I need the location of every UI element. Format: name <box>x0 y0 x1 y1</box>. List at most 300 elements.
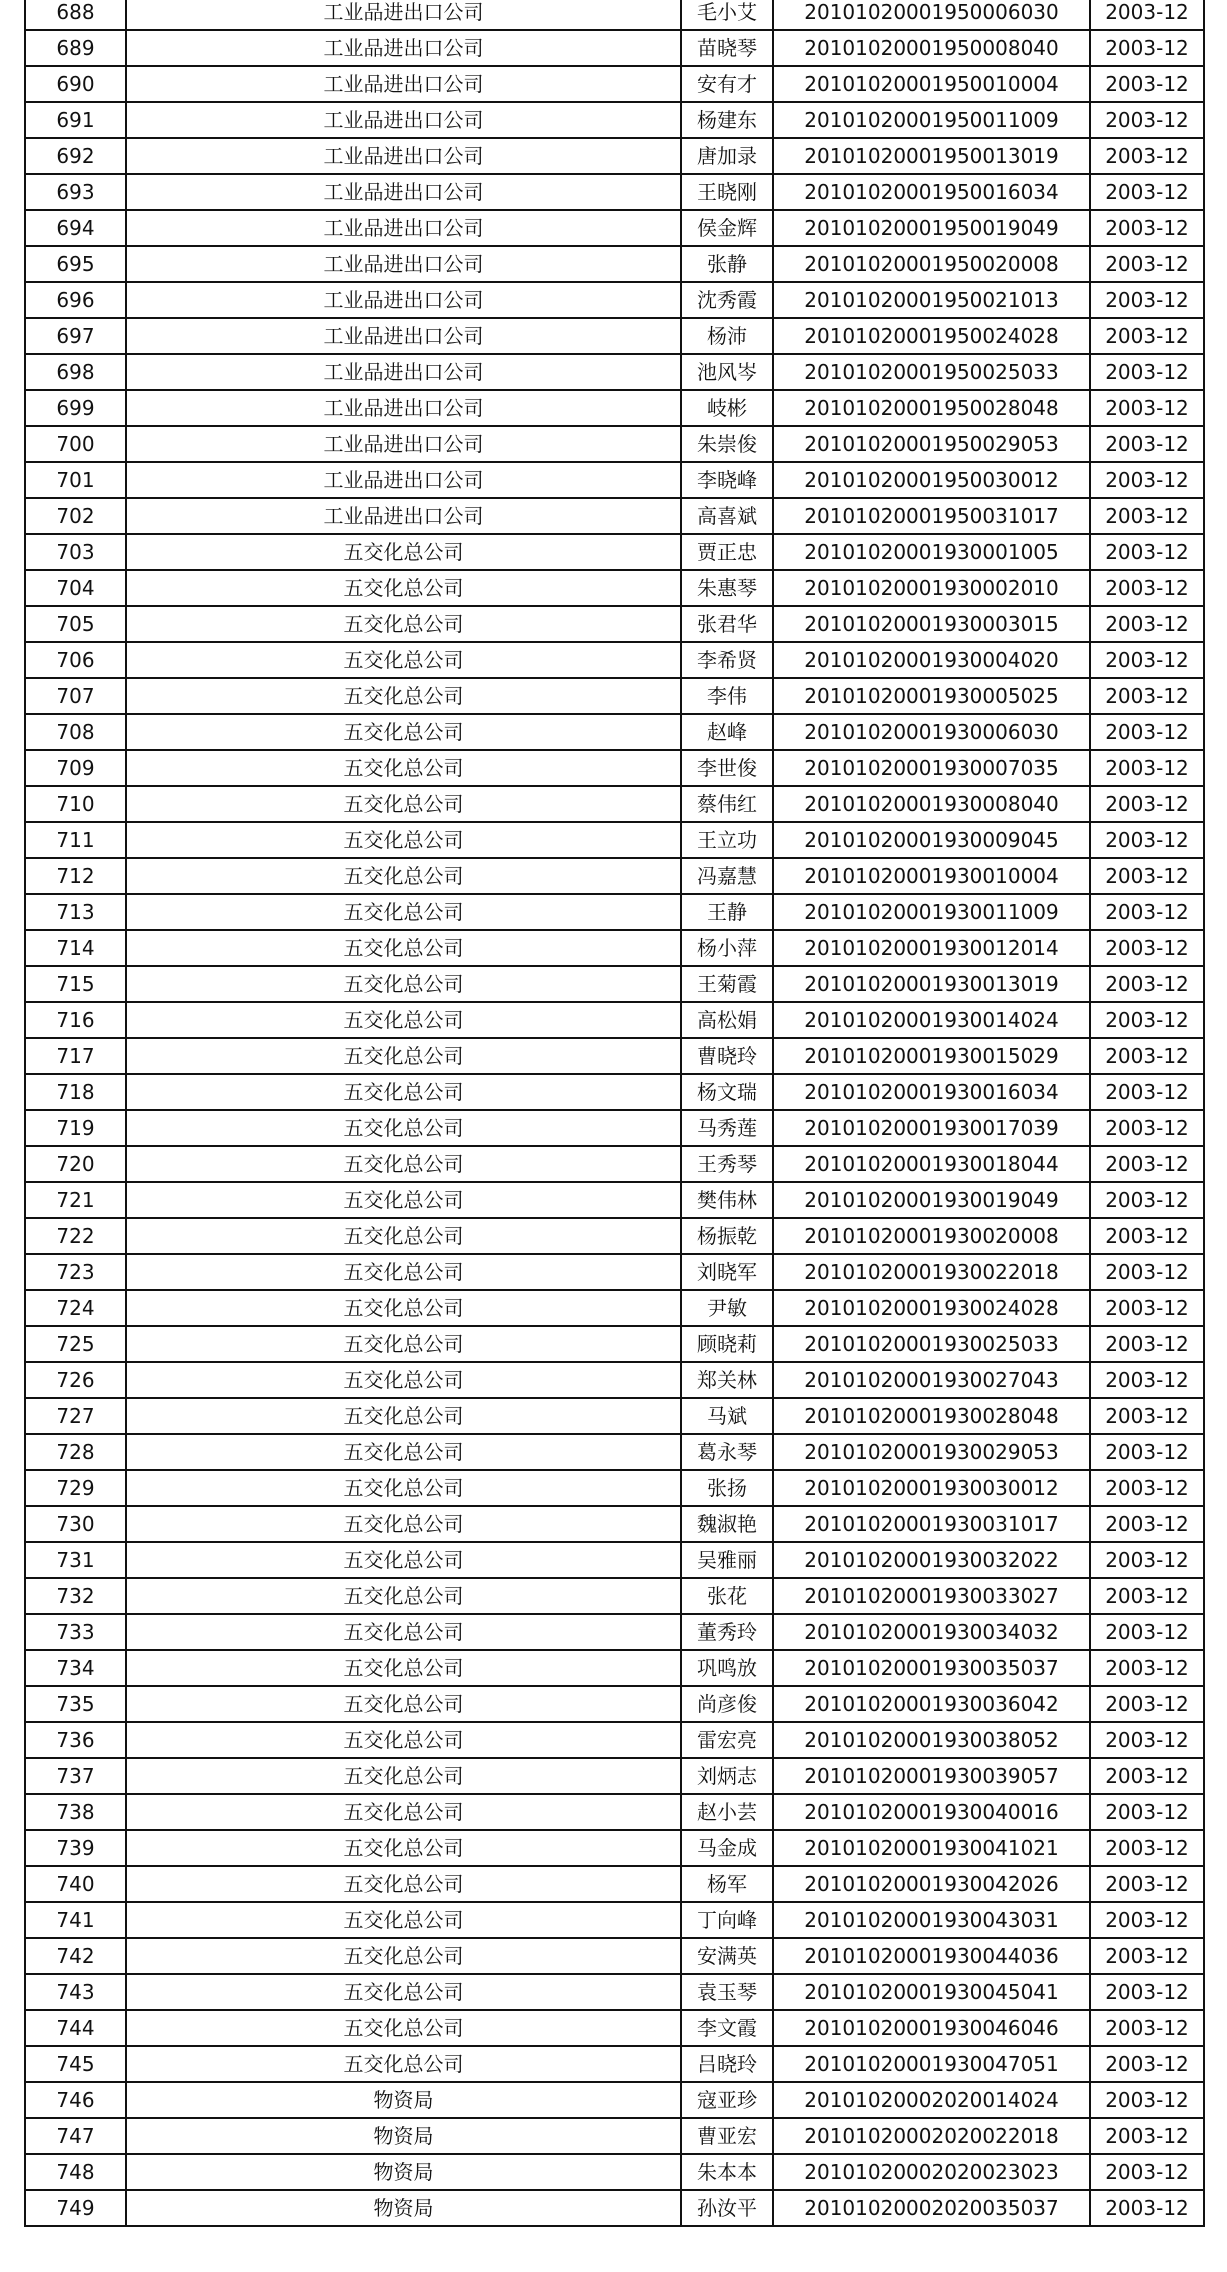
person-name-cell: 安有才 <box>681 66 773 102</box>
person-name-cell: 杨小萍 <box>681 930 773 966</box>
row-number-cell: 720 <box>25 1146 126 1182</box>
work-unit-cell: 工业品进出口公司 <box>126 282 681 318</box>
date-cell: 2003-12 <box>1090 426 1204 462</box>
row-number-cell: 710 <box>25 786 126 822</box>
date-cell: 2003-12 <box>1090 786 1204 822</box>
date-cell: 2003-12 <box>1090 1362 1204 1398</box>
table-row <box>25 354 1204 390</box>
date-cell: 2003-12 <box>1090 2154 1204 2190</box>
table-row <box>25 894 1204 930</box>
work-unit-cell: 五交化总公司 <box>126 1074 681 1110</box>
id-number-cell: 20101020001950031017 <box>773 498 1090 534</box>
table-row <box>25 1038 1204 1074</box>
work-unit-cell: 工业品进出口公司 <box>126 426 681 462</box>
id-number-cell: 20101020001930006030 <box>773 714 1090 750</box>
id-number-cell: 20101020001930032022 <box>773 1542 1090 1578</box>
table-row <box>25 2010 1204 2046</box>
id-number-cell: 20101020001950028048 <box>773 390 1090 426</box>
work-unit-cell: 五交化总公司 <box>126 1182 681 1218</box>
work-unit-cell: 五交化总公司 <box>126 786 681 822</box>
row-number-cell: 729 <box>25 1470 126 1506</box>
person-name-cell: 曹亚宏 <box>681 2118 773 2154</box>
person-name-cell: 张静 <box>681 246 773 282</box>
work-unit-cell: 工业品进出口公司 <box>126 462 681 498</box>
date-cell: 2003-12 <box>1090 1542 1204 1578</box>
date-cell: 2003-12 <box>1090 1578 1204 1614</box>
id-number-cell: 20101020001930012014 <box>773 930 1090 966</box>
person-name-cell: 高松娟 <box>681 1002 773 1038</box>
row-number-cell: 691 <box>25 102 126 138</box>
row-number-cell: 731 <box>25 1542 126 1578</box>
person-name-cell: 刘炳志 <box>681 1758 773 1794</box>
id-number-cell: 20101020001930011009 <box>773 894 1090 930</box>
id-number-cell: 20101020001930004020 <box>773 642 1090 678</box>
work-unit-cell: 五交化总公司 <box>126 1794 681 1830</box>
date-cell: 2003-12 <box>1090 930 1204 966</box>
person-name-cell: 曹晓玲 <box>681 1038 773 1074</box>
row-number-cell: 749 <box>25 2190 126 2226</box>
work-unit-cell: 五交化总公司 <box>126 1686 681 1722</box>
row-number-cell: 702 <box>25 498 126 534</box>
person-name-cell: 苗晓琴 <box>681 30 773 66</box>
row-number-cell: 712 <box>25 858 126 894</box>
work-unit-cell: 五交化总公司 <box>126 1866 681 1902</box>
row-number-cell: 714 <box>25 930 126 966</box>
table-row <box>25 2046 1204 2082</box>
table-row <box>25 1506 1204 1542</box>
id-number-cell: 20101020001930028048 <box>773 1398 1090 1434</box>
row-number-cell: 736 <box>25 1722 126 1758</box>
person-name-cell: 朱崇俊 <box>681 426 773 462</box>
person-name-cell: 郑关林 <box>681 1362 773 1398</box>
row-number-cell: 713 <box>25 894 126 930</box>
row-number-cell: 730 <box>25 1506 126 1542</box>
date-cell: 2003-12 <box>1090 2082 1204 2118</box>
table-row <box>25 822 1204 858</box>
person-name-cell: 唐加录 <box>681 138 773 174</box>
date-cell: 2003-12 <box>1090 1614 1204 1650</box>
id-number-cell: 20101020001930016034 <box>773 1074 1090 1110</box>
date-cell: 2003-12 <box>1090 678 1204 714</box>
person-name-cell: 池风岑 <box>681 354 773 390</box>
date-cell: 2003-12 <box>1090 1902 1204 1938</box>
work-unit-cell: 五交化总公司 <box>126 570 681 606</box>
date-cell: 2003-12 <box>1090 1074 1204 1110</box>
row-number-cell: 737 <box>25 1758 126 1794</box>
id-number-cell: 20101020001930014024 <box>773 1002 1090 1038</box>
work-unit-cell: 五交化总公司 <box>126 1434 681 1470</box>
person-name-cell: 杨振乾 <box>681 1218 773 1254</box>
row-number-cell: 735 <box>25 1686 126 1722</box>
table-row <box>25 246 1204 282</box>
person-name-cell: 沈秀霞 <box>681 282 773 318</box>
id-number-cell: 20101020001930013019 <box>773 966 1090 1002</box>
person-name-cell: 李晓峰 <box>681 462 773 498</box>
person-name-cell: 李伟 <box>681 678 773 714</box>
row-number-cell: 726 <box>25 1362 126 1398</box>
row-number-cell: 717 <box>25 1038 126 1074</box>
person-name-cell: 李希贤 <box>681 642 773 678</box>
row-number-cell: 745 <box>25 2046 126 2082</box>
row-number-cell: 733 <box>25 1614 126 1650</box>
id-number-cell: 20101020001930041021 <box>773 1830 1090 1866</box>
work-unit-cell: 五交化总公司 <box>126 1254 681 1290</box>
table-row <box>25 858 1204 894</box>
person-name-cell: 毛小艾 <box>681 0 773 30</box>
table-row <box>25 390 1204 426</box>
id-number-cell: 20101020001930001005 <box>773 534 1090 570</box>
work-unit-cell: 五交化总公司 <box>126 1542 681 1578</box>
id-number-cell: 20101020001930034032 <box>773 1614 1090 1650</box>
id-number-cell: 20101020001950013019 <box>773 138 1090 174</box>
person-name-cell: 王秀琴 <box>681 1146 773 1182</box>
person-name-cell: 尚彦俊 <box>681 1686 773 1722</box>
date-cell: 2003-12 <box>1090 390 1204 426</box>
table-row <box>25 1578 1204 1614</box>
work-unit-cell: 五交化总公司 <box>126 1398 681 1434</box>
person-name-cell: 赵小芸 <box>681 1794 773 1830</box>
id-number-cell: 20101020001930036042 <box>773 1686 1090 1722</box>
work-unit-cell: 物资局 <box>126 2082 681 2118</box>
person-name-cell: 魏淑艳 <box>681 1506 773 1542</box>
id-number-cell: 20101020001930019049 <box>773 1182 1090 1218</box>
id-number-cell: 20101020001930003015 <box>773 606 1090 642</box>
work-unit-cell: 五交化总公司 <box>126 966 681 1002</box>
work-unit-cell: 五交化总公司 <box>126 1938 681 1974</box>
person-name-cell: 马秀莲 <box>681 1110 773 1146</box>
row-number-cell: 734 <box>25 1650 126 1686</box>
id-number-cell: 20101020001930039057 <box>773 1758 1090 1794</box>
roster-table-body <box>25 0 1204 2226</box>
table-row <box>25 642 1204 678</box>
work-unit-cell: 五交化总公司 <box>126 894 681 930</box>
table-row <box>25 1362 1204 1398</box>
work-unit-cell: 五交化总公司 <box>126 1722 681 1758</box>
row-number-cell: 740 <box>25 1866 126 1902</box>
row-number-cell: 697 <box>25 318 126 354</box>
date-cell: 2003-12 <box>1090 2118 1204 2154</box>
row-number-cell: 688 <box>25 0 126 30</box>
date-cell: 2003-12 <box>1090 1506 1204 1542</box>
id-number-cell: 20101020001950030012 <box>773 462 1090 498</box>
person-name-cell: 王菊霞 <box>681 966 773 1002</box>
person-name-cell: 巩鸣放 <box>681 1650 773 1686</box>
row-number-cell: 690 <box>25 66 126 102</box>
person-name-cell: 寇亚珍 <box>681 2082 773 2118</box>
date-cell: 2003-12 <box>1090 1650 1204 1686</box>
table-row <box>25 66 1204 102</box>
person-name-cell: 冯嘉慧 <box>681 858 773 894</box>
row-number-cell: 718 <box>25 1074 126 1110</box>
person-name-cell: 李世俊 <box>681 750 773 786</box>
date-cell: 2003-12 <box>1090 1938 1204 1974</box>
id-number-cell: 20101020001930033027 <box>773 1578 1090 1614</box>
id-number-cell: 20101020001950025033 <box>773 354 1090 390</box>
row-number-cell: 744 <box>25 2010 126 2046</box>
table-row <box>25 1326 1204 1362</box>
person-name-cell: 杨沛 <box>681 318 773 354</box>
row-number-cell: 725 <box>25 1326 126 1362</box>
table-row <box>25 1866 1204 1902</box>
row-number-cell: 694 <box>25 210 126 246</box>
row-number-cell: 695 <box>25 246 126 282</box>
date-cell: 2003-12 <box>1090 30 1204 66</box>
date-cell: 2003-12 <box>1090 1866 1204 1902</box>
table-row <box>25 1290 1204 1326</box>
id-number-cell: 20101020001950016034 <box>773 174 1090 210</box>
work-unit-cell: 五交化总公司 <box>126 1218 681 1254</box>
date-cell: 2003-12 <box>1090 1038 1204 1074</box>
person-name-cell: 孙汝平 <box>681 2190 773 2226</box>
person-name-cell: 高喜斌 <box>681 498 773 534</box>
date-cell: 2003-12 <box>1090 1794 1204 1830</box>
person-name-cell: 刘晓军 <box>681 1254 773 1290</box>
date-cell: 2003-12 <box>1090 1002 1204 1038</box>
table-row <box>25 1434 1204 1470</box>
id-number-cell: 20101020001930008040 <box>773 786 1090 822</box>
person-name-cell: 王晓刚 <box>681 174 773 210</box>
table-row <box>25 1794 1204 1830</box>
table-row <box>25 714 1204 750</box>
person-name-cell: 张扬 <box>681 1470 773 1506</box>
date-cell: 2003-12 <box>1090 1686 1204 1722</box>
table-row <box>25 1614 1204 1650</box>
date-cell: 2003-12 <box>1090 750 1204 786</box>
table-row <box>25 1002 1204 1038</box>
id-number-cell: 20101020001930038052 <box>773 1722 1090 1758</box>
table-row <box>25 1902 1204 1938</box>
person-name-cell: 贾正忠 <box>681 534 773 570</box>
date-cell: 2003-12 <box>1090 246 1204 282</box>
person-name-cell: 李文霞 <box>681 2010 773 2046</box>
table-row <box>25 102 1204 138</box>
date-cell: 2003-12 <box>1090 534 1204 570</box>
table-row <box>25 498 1204 534</box>
table-row <box>25 1074 1204 1110</box>
date-cell: 2003-12 <box>1090 570 1204 606</box>
person-name-cell: 葛永琴 <box>681 1434 773 1470</box>
id-number-cell: 20101020001930044036 <box>773 1938 1090 1974</box>
id-number-cell: 20101020001950006030 <box>773 0 1090 30</box>
id-number-cell: 20101020001930031017 <box>773 1506 1090 1542</box>
date-cell: 2003-12 <box>1090 822 1204 858</box>
work-unit-cell: 五交化总公司 <box>126 678 681 714</box>
row-number-cell: 747 <box>25 2118 126 2154</box>
work-unit-cell: 工业品进出口公司 <box>126 102 681 138</box>
id-number-cell: 20101020001930042026 <box>773 1866 1090 1902</box>
work-unit-cell: 五交化总公司 <box>126 750 681 786</box>
id-number-cell: 20101020001950008040 <box>773 30 1090 66</box>
table-row <box>25 1110 1204 1146</box>
row-number-cell: 693 <box>25 174 126 210</box>
row-number-cell: 727 <box>25 1398 126 1434</box>
person-name-cell: 董秀玲 <box>681 1614 773 1650</box>
person-name-cell: 杨军 <box>681 1866 773 1902</box>
id-number-cell: 20101020002020022018 <box>773 2118 1090 2154</box>
work-unit-cell: 工业品进出口公司 <box>126 174 681 210</box>
id-number-cell: 20101020001930047051 <box>773 2046 1090 2082</box>
date-cell: 2003-12 <box>1090 1110 1204 1146</box>
row-number-cell: 703 <box>25 534 126 570</box>
id-number-cell: 20101020001930027043 <box>773 1362 1090 1398</box>
table-row <box>25 1218 1204 1254</box>
id-number-cell: 20101020001930043031 <box>773 1902 1090 1938</box>
id-number-cell: 20101020001930040016 <box>773 1794 1090 1830</box>
person-name-cell: 朱惠琴 <box>681 570 773 606</box>
work-unit-cell: 工业品进出口公司 <box>126 138 681 174</box>
work-unit-cell: 五交化总公司 <box>126 822 681 858</box>
work-unit-cell: 工业品进出口公司 <box>126 210 681 246</box>
table-row <box>25 1254 1204 1290</box>
work-unit-cell: 五交化总公司 <box>126 714 681 750</box>
date-cell: 2003-12 <box>1090 1254 1204 1290</box>
date-cell: 2003-12 <box>1090 66 1204 102</box>
work-unit-cell: 五交化总公司 <box>126 1290 681 1326</box>
table-row <box>25 2118 1204 2154</box>
date-cell: 2003-12 <box>1090 1722 1204 1758</box>
date-cell: 2003-12 <box>1090 1218 1204 1254</box>
table-row <box>25 966 1204 1002</box>
work-unit-cell: 五交化总公司 <box>126 1614 681 1650</box>
table-row <box>25 570 1204 606</box>
row-number-cell: 724 <box>25 1290 126 1326</box>
row-number-cell: 705 <box>25 606 126 642</box>
table-row <box>25 138 1204 174</box>
date-cell: 2003-12 <box>1090 894 1204 930</box>
id-number-cell: 20101020001930002010 <box>773 570 1090 606</box>
work-unit-cell: 五交化总公司 <box>126 1974 681 2010</box>
id-number-cell: 20101020002020014024 <box>773 2082 1090 2118</box>
table-row <box>25 318 1204 354</box>
date-cell: 2003-12 <box>1090 0 1204 30</box>
date-cell: 2003-12 <box>1090 102 1204 138</box>
work-unit-cell: 五交化总公司 <box>126 1038 681 1074</box>
table-row <box>25 1686 1204 1722</box>
work-unit-cell: 工业品进出口公司 <box>126 0 681 30</box>
work-unit-cell: 五交化总公司 <box>126 2010 681 2046</box>
id-number-cell: 20101020002020035037 <box>773 2190 1090 2226</box>
row-number-cell: 708 <box>25 714 126 750</box>
row-number-cell: 741 <box>25 1902 126 1938</box>
date-cell: 2003-12 <box>1090 606 1204 642</box>
date-cell: 2003-12 <box>1090 2190 1204 2226</box>
person-name-cell: 王静 <box>681 894 773 930</box>
id-number-cell: 20101020001950021013 <box>773 282 1090 318</box>
date-cell: 2003-12 <box>1090 1434 1204 1470</box>
work-unit-cell: 五交化总公司 <box>126 2046 681 2082</box>
table-row <box>25 30 1204 66</box>
row-number-cell: 711 <box>25 822 126 858</box>
row-number-cell: 715 <box>25 966 126 1002</box>
table-row <box>25 534 1204 570</box>
date-cell: 2003-12 <box>1090 462 1204 498</box>
table-row <box>25 1974 1204 2010</box>
id-number-cell: 20101020001930015029 <box>773 1038 1090 1074</box>
work-unit-cell: 物资局 <box>126 2190 681 2226</box>
person-name-cell: 岐彬 <box>681 390 773 426</box>
table-row <box>25 426 1204 462</box>
work-unit-cell: 五交化总公司 <box>126 1902 681 1938</box>
table-row <box>25 1398 1204 1434</box>
date-cell: 2003-12 <box>1090 1326 1204 1362</box>
row-number-cell: 746 <box>25 2082 126 2118</box>
person-name-cell: 袁玉琴 <box>681 1974 773 2010</box>
person-name-cell: 马金成 <box>681 1830 773 1866</box>
id-number-cell: 20101020001930024028 <box>773 1290 1090 1326</box>
table-row <box>25 930 1204 966</box>
person-name-cell: 赵峰 <box>681 714 773 750</box>
work-unit-cell: 五交化总公司 <box>126 858 681 894</box>
date-cell: 2003-12 <box>1090 1470 1204 1506</box>
id-number-cell: 20101020001930018044 <box>773 1146 1090 1182</box>
table-row <box>25 1542 1204 1578</box>
table-row <box>25 1650 1204 1686</box>
table-row <box>25 1182 1204 1218</box>
table-row <box>25 606 1204 642</box>
id-number-cell: 20101020001930030012 <box>773 1470 1090 1506</box>
date-cell: 2003-12 <box>1090 858 1204 894</box>
id-number-cell: 20101020001930005025 <box>773 678 1090 714</box>
row-number-cell: 699 <box>25 390 126 426</box>
table-row <box>25 1146 1204 1182</box>
table-row <box>25 2082 1204 2118</box>
row-number-cell: 719 <box>25 1110 126 1146</box>
row-number-cell: 706 <box>25 642 126 678</box>
row-number-cell: 738 <box>25 1794 126 1830</box>
date-cell: 2003-12 <box>1090 1830 1204 1866</box>
row-number-cell: 707 <box>25 678 126 714</box>
work-unit-cell: 五交化总公司 <box>126 642 681 678</box>
work-unit-cell: 五交化总公司 <box>126 1326 681 1362</box>
work-unit-cell: 工业品进出口公司 <box>126 66 681 102</box>
row-number-cell: 698 <box>25 354 126 390</box>
person-name-cell: 杨建东 <box>681 102 773 138</box>
date-cell: 2003-12 <box>1090 498 1204 534</box>
id-number-cell: 20101020001930020008 <box>773 1218 1090 1254</box>
id-number-cell: 20101020001930017039 <box>773 1110 1090 1146</box>
person-name-cell: 张花 <box>681 1578 773 1614</box>
date-cell: 2003-12 <box>1090 1398 1204 1434</box>
date-cell: 2003-12 <box>1090 642 1204 678</box>
row-number-cell: 722 <box>25 1218 126 1254</box>
work-unit-cell: 工业品进出口公司 <box>126 354 681 390</box>
id-number-cell: 20101020001950019049 <box>773 210 1090 246</box>
row-number-cell: 709 <box>25 750 126 786</box>
row-number-cell: 732 <box>25 1578 126 1614</box>
row-number-cell: 689 <box>25 30 126 66</box>
row-number-cell: 716 <box>25 1002 126 1038</box>
person-name-cell: 侯金辉 <box>681 210 773 246</box>
person-name-cell: 杨文瑞 <box>681 1074 773 1110</box>
id-number-cell: 20101020001950029053 <box>773 426 1090 462</box>
table-row <box>25 1938 1204 1974</box>
id-number-cell: 20101020001930045041 <box>773 1974 1090 2010</box>
table-row <box>25 210 1204 246</box>
work-unit-cell: 物资局 <box>126 2154 681 2190</box>
date-cell: 2003-12 <box>1090 174 1204 210</box>
work-unit-cell: 五交化总公司 <box>126 1758 681 1794</box>
person-name-cell: 顾晓莉 <box>681 1326 773 1362</box>
row-number-cell: 701 <box>25 462 126 498</box>
table-row <box>25 174 1204 210</box>
table-row <box>25 2190 1204 2226</box>
work-unit-cell: 工业品进出口公司 <box>126 246 681 282</box>
table-row <box>25 1722 1204 1758</box>
id-number-cell: 20101020001930022018 <box>773 1254 1090 1290</box>
work-unit-cell: 工业品进出口公司 <box>126 390 681 426</box>
date-cell: 2003-12 <box>1090 1974 1204 2010</box>
id-number-cell: 20101020001950011009 <box>773 102 1090 138</box>
